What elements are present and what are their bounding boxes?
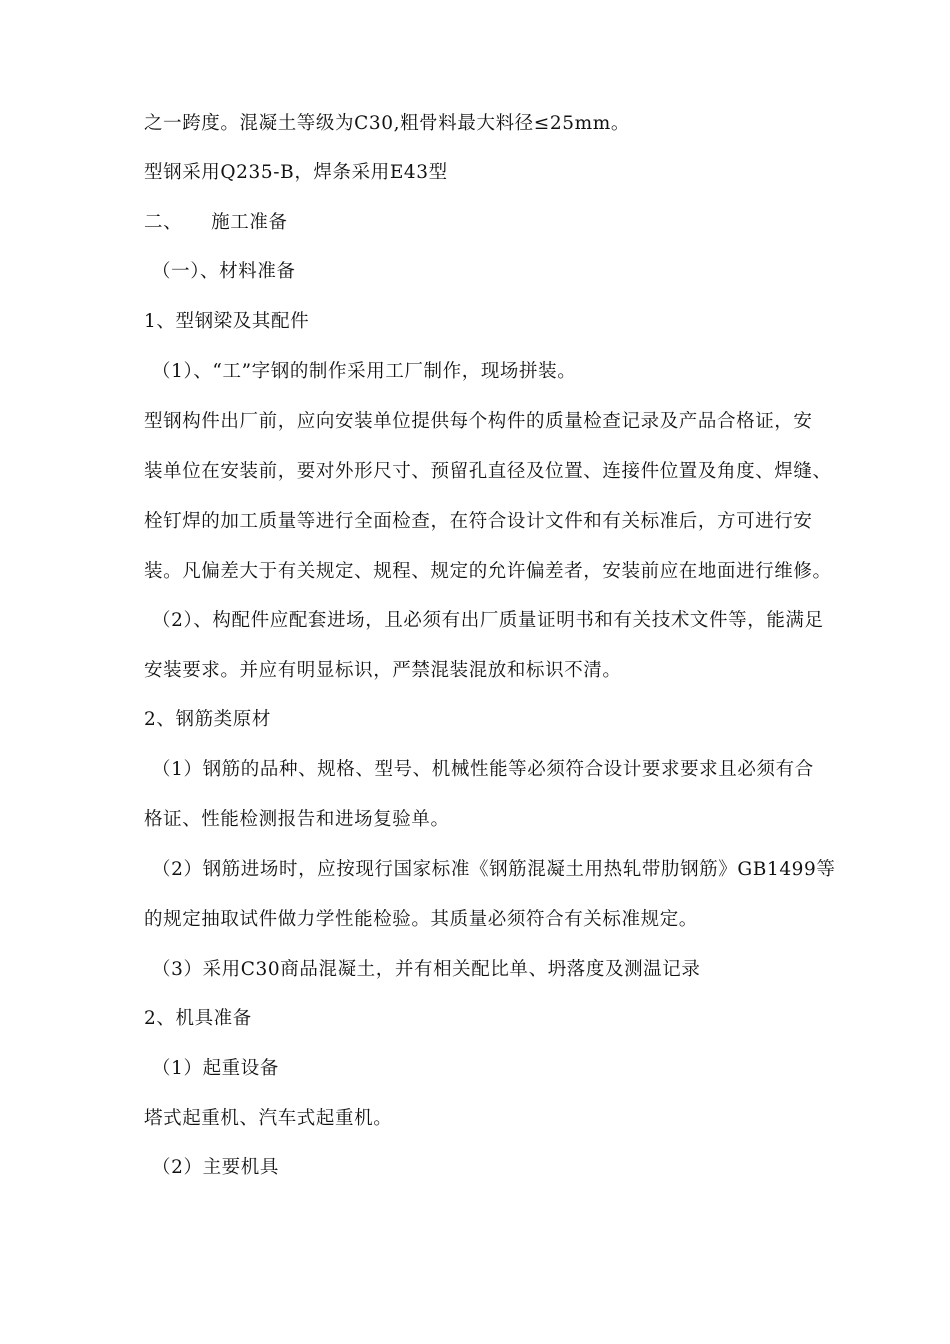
section-heading-2: 二、 施工准备 bbox=[144, 212, 288, 233]
text-line-20: （1）起重设备 bbox=[152, 1058, 279, 1079]
text-line-14: （1）钢筋的品种、规格、型号、机械性能等必须符合设计要求要求且必须有合 bbox=[152, 759, 814, 780]
text-line-9: 栓钉焊的加工质量等进行全面检查，在符合设计文件和有关标准后，方可进行安 bbox=[144, 511, 813, 532]
item-heading-equipment: 2、机具准备 bbox=[144, 1008, 252, 1029]
text-line-22: （2）主要机具 bbox=[152, 1157, 279, 1178]
text-line-6: （1）、“工”字钢的制作采用工厂制作，现场拼装。 bbox=[152, 361, 577, 382]
item-heading-2: 2、钢筋类原材 bbox=[144, 709, 271, 730]
text-line-10: 装。凡偏差大于有关规定、规程、规定的允许偏差者，安装前应在地面进行维修。 bbox=[144, 561, 832, 582]
text-line-2: 型钢采用Q235-B，焊条采用E43型 bbox=[144, 162, 448, 183]
text-line-16: （2）钢筋进场时，应按现行国家标准《钢筋混凝土用热轧带肋钢筋》GB1499等 bbox=[152, 859, 836, 880]
text-line-21: 塔式起重机、汽车式起重机。 bbox=[144, 1108, 393, 1129]
text-line-1: 之一跨度。混凝土等级为C30,粗骨料最大料径≤25mm。 bbox=[144, 113, 631, 134]
text-line-12: 安装要求。并应有明显标识，严禁混装混放和标识不清。 bbox=[144, 660, 622, 681]
item-heading-1: 1、型钢梁及其配件 bbox=[144, 311, 310, 332]
text-line-11: （2）、构配件应配套进场，且必须有出厂质量证明书和有关技术文件等，能满足 bbox=[152, 610, 824, 631]
text-line-18: （3）采用C30商品混凝土，并有相关配比单、坍落度及测温记录 bbox=[152, 959, 701, 980]
text-line-7: 型钢构件出厂前，应向安装单位提供每个构件的质量检查记录及产品合格证，安 bbox=[144, 411, 813, 432]
text-line-8: 装单位在安装前，要对外形尺寸、预留孔直径及位置、连接件位置及角度、焊缝、 bbox=[144, 461, 832, 482]
text-line-17: 的规定抽取试件做力学性能检验。其质量必须符合有关标准规定。 bbox=[144, 909, 698, 930]
text-line-15: 格证、性能检测报告和进场复验单。 bbox=[144, 809, 450, 830]
subsection-heading-materials: （一）、材料准备 bbox=[152, 261, 296, 282]
